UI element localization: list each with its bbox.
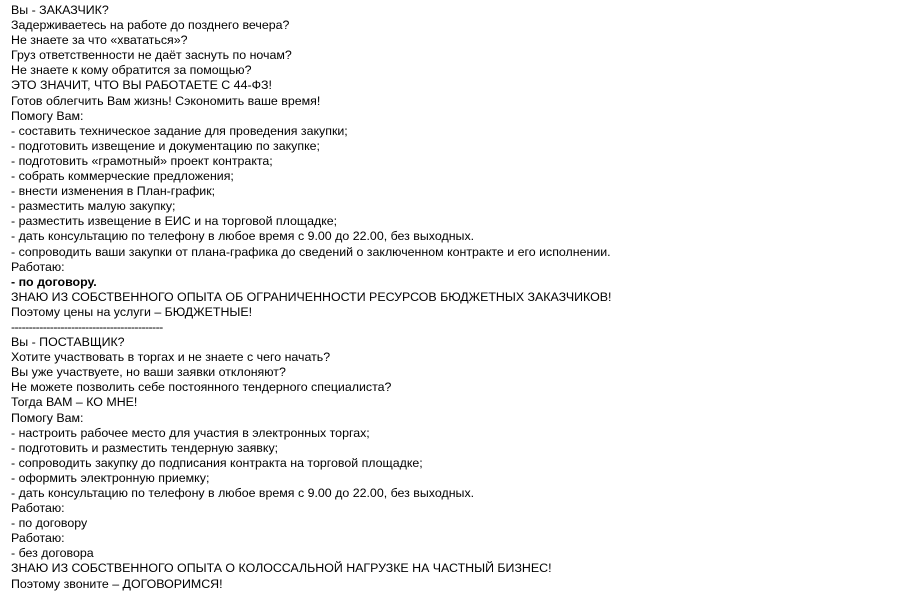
text-line: Задерживаетесь на работе до позднего вечера? [11,18,290,33]
text-line: Работаю: [11,531,65,546]
text-line: Вы - ЗАКАЗЧИК? [11,3,109,17]
text-line: Груз ответственности не даёт заснуть по ночам? [11,48,292,63]
text-line: Поэтому цены на услуги – БЮДЖЕТНЫЕ! [11,304,253,319]
text-line: - собрать коммерческие предложения; [11,169,234,184]
text-line: - настроить рабочее место для участия в электронных торгах; [11,425,370,440]
text-line: Помогу Вам: [11,108,84,123]
text-line: ЗНАЮ ИЗ СОБСТВЕННОГО ОПЫТА О КОЛОССАЛЬНОЙ НАГРУЗКЕ НА ЧАСТНЫЙ БИЗНЕС! [11,561,552,576]
text-line: Тогда ВАМ – КО МНЕ! [11,395,138,410]
text-line: Не знаете к кому обратится за помощью? [11,63,252,78]
text-line: - дать консультацию по телефону в любое время с 9.00 до 22.00, без выходных. [11,229,475,244]
text-line: Вы - ПОСТАВЩИК? [11,335,125,350]
text-line: Готов облегчить Вам жизнь! Сэкономить ваше время! [11,93,321,108]
text-line: - дать консультацию по телефону в любое время с 9.00 до 22.00, без выходных. [11,486,475,500]
text-line: - сопроводить ваши закупки от плана-графика до сведений о заключенном контракте и его исполнении. [11,244,611,259]
text-line: - подготовить «грамотный» проект контракта; [11,153,273,168]
text-line: - по договору. [11,274,97,289]
text-line: - разместить малую закупку; [11,199,176,214]
text-line: Поэтому звоните – ДОГОВОРИМСЯ! [11,576,223,591]
text-line: Вы уже участвуете, но ваши заявки отклоняют? [11,365,286,380]
text-line: - подготовить и разместить тендерную заявку; [11,440,279,455]
text-line: ЭТО ЗНАЧИТ, ЧТО ВЫ РАБОТАЕТЕ С 44-ФЗ! [11,78,272,93]
text-line: - оформить электронную приемку; [11,470,210,485]
document-body [11,3,891,592]
text-line: - сопроводить закупку до подписания контракта на торговой площадке; [11,455,423,470]
text-line: Не знаете за что «хвататься»? [11,33,188,48]
text-line: - без договора [11,546,94,561]
text-line: - составить техническое задание для проведения закупки; [11,123,348,138]
text-line: ЗНАЮ ИЗ СОБСТВЕННОГО ОПЫТА ОБ ОГРАНИЧЕННОСТИ РЕСУРСОВ БЮДЖЕТНЫХ ЗАКАЗЧИКОВ! [11,289,612,304]
text-line: Работаю: [11,259,65,274]
section-separator: ------------------------------------------- [11,319,163,334]
text-line: Хотите участвовать в торгах и не знаете с чего начать? [11,350,331,365]
text-line: - внести изменения в План-график; [11,184,216,199]
text-line: Не можете позволить себе постоянного тендерного специалиста? [11,380,392,395]
text-line: Помогу Вам: [11,410,84,425]
text-line: - по договору [11,516,88,531]
text-line: Работаю: [11,501,65,516]
text-line: - подготовить извещение и документацию по закупке; [11,138,320,153]
text-line: - разместить извещение в ЕИС и на торговой площадке; [11,214,338,229]
